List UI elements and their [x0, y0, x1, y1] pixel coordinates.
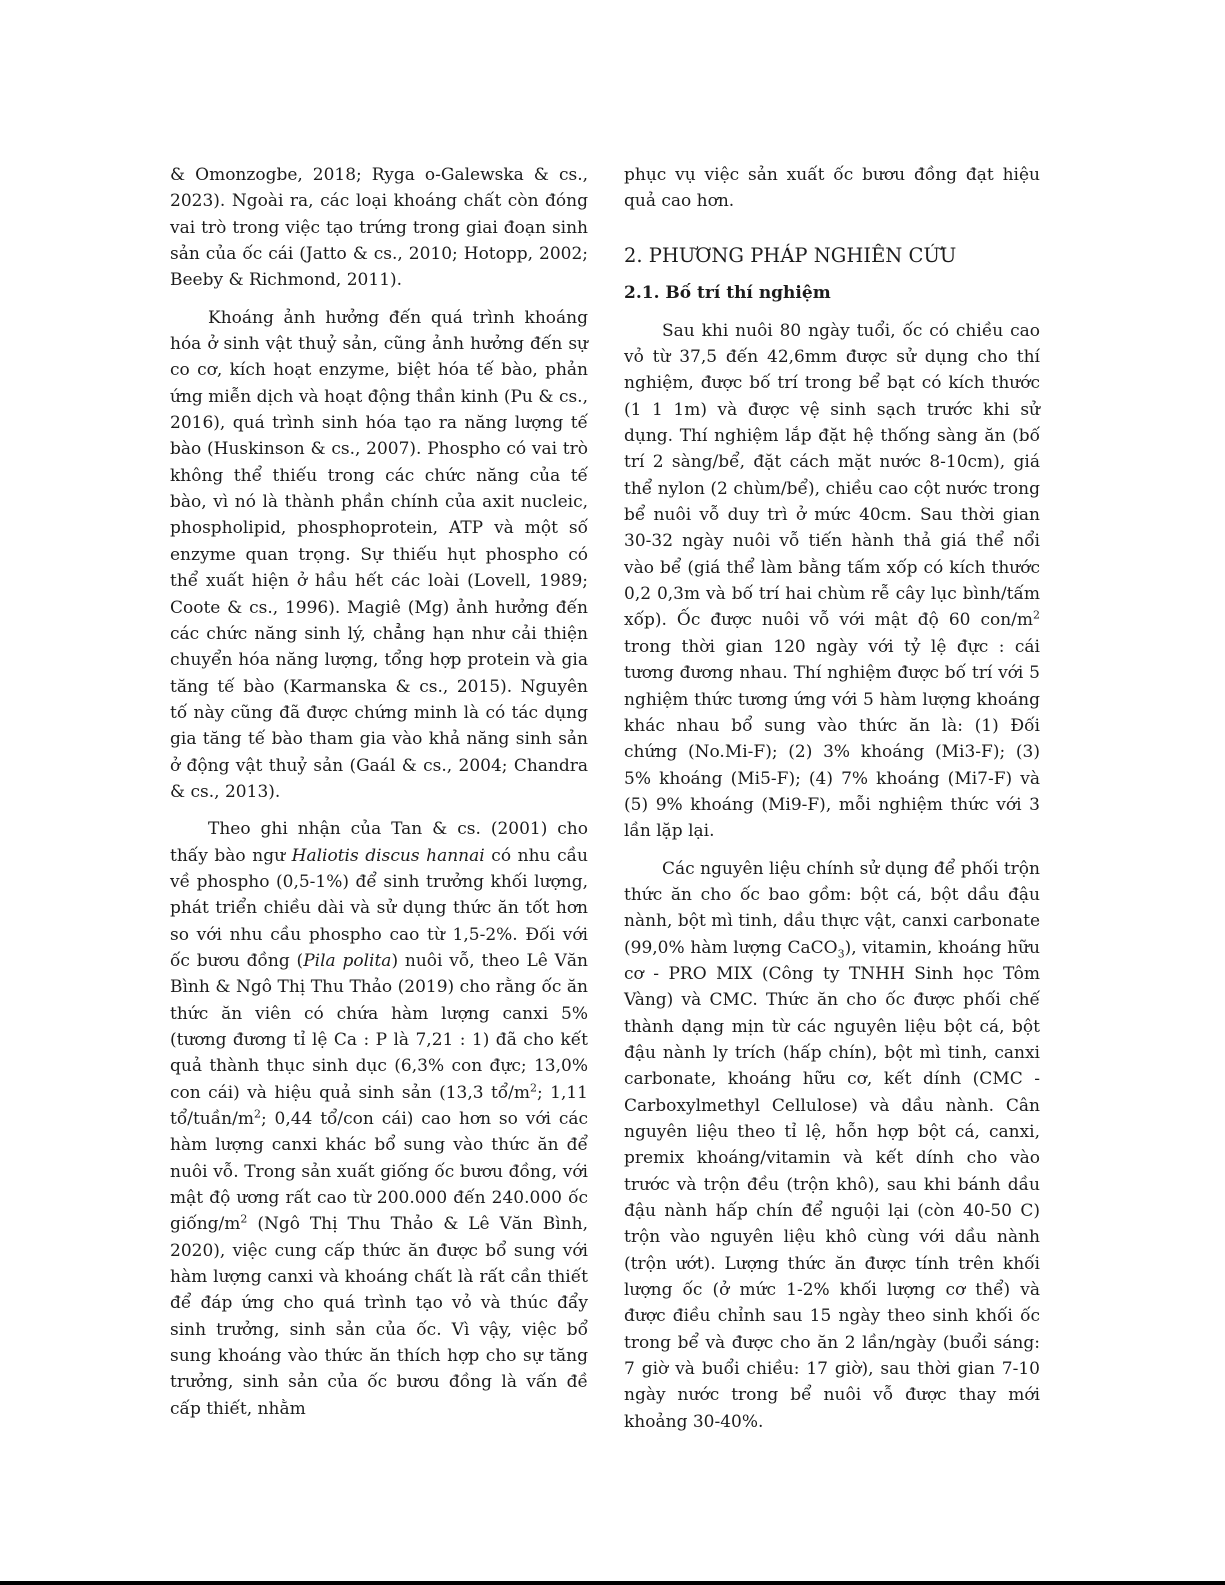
paragraph-text: ; 0,44 tổ/con cái) cao hơn so với các hàm lượng canxi khác bổ sung vào thức ăn để nuôi vỗ. Trong sản xuất giống ốc bươu đồng, với mật độ ương rất cao từ 200.000 đến 240.000 ốc giống/m	[170, 1109, 588, 1235]
paragraph	[624, 856, 1040, 1436]
superscript: 2	[253, 1107, 261, 1121]
paragraph	[624, 318, 1040, 845]
section-heading: 2. PHƯƠNG PHÁP NGHIÊN CỨU	[624, 243, 957, 267]
paragraph-text: Khoáng ảnh hưởng đến quá trình khoáng hóa ở sinh vật thuỷ sản, cũng ảnh hưởng đến sự co cơ, kích hoạt enzyme, biệt hóa tế bào, phản ứng miễn dịch và hoạt động thần kinh (Pu & cs., 2016), quá trình sinh hóa tạo ra năng lượng tế bào (Huskinson & cs., 2007). Phospho có vai trò không thể thiếu trong các chức năng của tế bào, vì nó là thành phần chính của axit nucleic, phospholipid, phosphoprotein, ATP và một số enzyme quan trọng. Sự thiếu hụt phospho có thể xuất hiện ở hầu hết các loài (Lovell, 1989; Coote & cs., 1996). Magiê (Mg) ảnh hưởng đến các chức năng sinh lý, chẳng hạn như cải thiện chuyển hóa năng lượng, tổng hợp protein và gia tăng tế bào (Karmanska & cs., 2015). Nguyên tố này cũng đã được chứng minh là có tác dụng gia tăng tế bào tham gia vào khả năng sinh sản ở động vật thuỷ sản (Gaál & cs., 2004; Chandra & cs., 2013).	[170, 307, 588, 802]
paragraph	[170, 162, 588, 294]
paragraph-text: & Omonzogbe, 2018; Ryga o-Galewska & cs., 2023). Ngoài ra, các loại khoáng chất còn đóng vai trò trong việc tạo trứng trong giai đoạn sinh sản của ốc cái (Jatto & cs., 2010; Hotopp, 2002; Beeby & Richmond, 2011).	[170, 165, 588, 291]
left-column	[170, 162, 588, 1433]
paragraph	[170, 816, 588, 1422]
species-name: Pila polita	[303, 950, 392, 971]
bottom-border	[0, 1581, 1225, 1585]
paragraph-text: (Ngô Thị Thu Thảo & Lê Văn Bình, 2020), việc cung cấp thức ăn được bổ sung với hàm lượng canxi và khoáng chất là rất cần thiết để đáp ứng cho quá trình tạo vỏ và thúc đẩy sinh trưởng, sinh sản của ốc. Vì vậy, việc bổ sung khoáng vào thức ăn thích hợp cho sự tăng trưởng, sinh sản của ốc bươu đồng là vấn đề cấp thiết, nhằm	[170, 1214, 588, 1419]
superscript: 2	[1033, 608, 1040, 622]
paragraph-text: ) nuôi vỗ, theo Lê Văn Bình & Ngô Thị Thu Thảo (2019) cho rằng ốc ăn thức ăn viên có chứa hàm lượng canxi 5% (tương đương tỉ lệ Ca : P là 7,21 : 1) đã cho kết quả thành thục sinh dục (6,3% con đực; 13,0% con cái) và hiệu quả sinh sản (13,3 tổ/m	[170, 950, 588, 1103]
paragraph-text: phục vụ việc sản xuất ốc bươu đồng đạt hiệu quả cao hơn.	[624, 165, 1040, 212]
paragraph	[170, 305, 588, 806]
paragraph-text: ), vitamin, khoáng hữu cơ - PRO MIX (Công ty TNHH Sinh học Tôm Vàng) và CMC. Thức ăn cho ốc được phối chế thành dạng mịn từ các nguyên liệu bột cá, bột đậu nành ly trích (hấp chín), bột mì tinh, canxi carbonate, khoáng hữu cơ, kết dính (CMC - Carboxylmethyl Cellulose) và dầu nành. Cân nguyên liệu theo tỉ lệ, hỗn hợp bột cá, canxi, premix khoáng/vitamin và kết dính cho vào trước và trộn đều (trộn khô), sau khi bánh dầu đậu nành hấp chín để nguội lại (còn 40-50 C) trộn vào nguyên liệu khô cùng với dầu nành (trộn ướt). Lượng thức ăn được tính trên khối lượng ốc (ở mức 1-2% khối lượng cơ thể) và được điều chỉnh sau 15 ngày theo sinh khối ốc trong bể và được cho ăn 2 lần/ngày (buổi sáng: 7 giờ và buổi chiều: 17 giờ), sau thời gian 7-10 ngày nước trong bể nuôi vỗ được thay mới khoảng 30-40%.	[624, 937, 1040, 1432]
species-name: Haliotis discus hannai	[291, 845, 485, 866]
paragraph-text: Sau khi nuôi 80 ngày tuổi, ốc có chiều cao vỏ từ 37,5 đến 42,6mm được sử dụng cho thí nghiệm, được bố trí trong bể bạt có kích thước (1 1 1m) và được vệ sinh sạch trước khi sử dụng. Thí nghiệm lắp đặt hệ thống sàng ăn (bố trí 2 sàng/bể, đặt cách mặt nước 8-10cm), giá thể nylon (2 chùm/bể), chiều cao cột nước trong bể nuôi vỗ duy trì ở mức 40cm. Sau thời gian 30-32 ngày nuôi vỗ tiến hành thả giá thể nổi vào bể (giá thể làm bằng tấm xốp có kích thước 0,2 0,3m và bố trí hai chùm rễ cây lục bình/tấm xốp). Ốc được nuôi vỗ với mật độ 60 con/m	[624, 320, 1040, 631]
superscript: 2	[240, 1212, 248, 1226]
paragraph-text: ; 1,11 tổ/tuần/m	[170, 1082, 588, 1130]
right-column	[624, 162, 1040, 1446]
paragraph-text: trong thời gian 120 ngày với tỷ lệ đực : cái tương đương nhau. Thí nghiệm được bố trí với 5 nghiệm thức tương ứng với 5 hàm lượng khoáng khác nhau bổ sung vào thức ăn là: (1) Đối chứng (No.Mi-F); (2) 3% khoáng (Mi3-F); (3) 5% khoáng (Mi5-F); (4) 7% khoáng (Mi7-F) và (5) 9% khoáng (Mi9-F), mỗi nghiệm thức với 3 lần lặp lại.	[624, 636, 1040, 842]
paragraph	[624, 162, 1040, 215]
paragraph-text: có nhu cầu về phospho (0,5-1%) để sinh trưởng khối lượng, phát triển chiều dài và sử dụng thức ăn tốt hơn so với nhu cầu phospho cao từ 1,5-2%. Đối với ốc bươu đồng (	[170, 845, 588, 971]
paragraph-text: Theo ghi nhận của Tan & cs. (2001) cho thấy bào ngư	[170, 819, 588, 866]
subsection-heading: 2.1. Bố trí thí nghiệm	[624, 282, 831, 303]
subscript: 3	[837, 946, 845, 960]
paragraph-text: Các nguyên liệu chính sử dụng để phối trộn thức ăn cho ốc bao gồm: bột cá, bột dầu đậu nành, bột mì tinh, dầu thực vật, canxi carbonate (99,0% hàm lượng CaCO	[624, 858, 1040, 958]
superscript: 2	[530, 1081, 538, 1095]
